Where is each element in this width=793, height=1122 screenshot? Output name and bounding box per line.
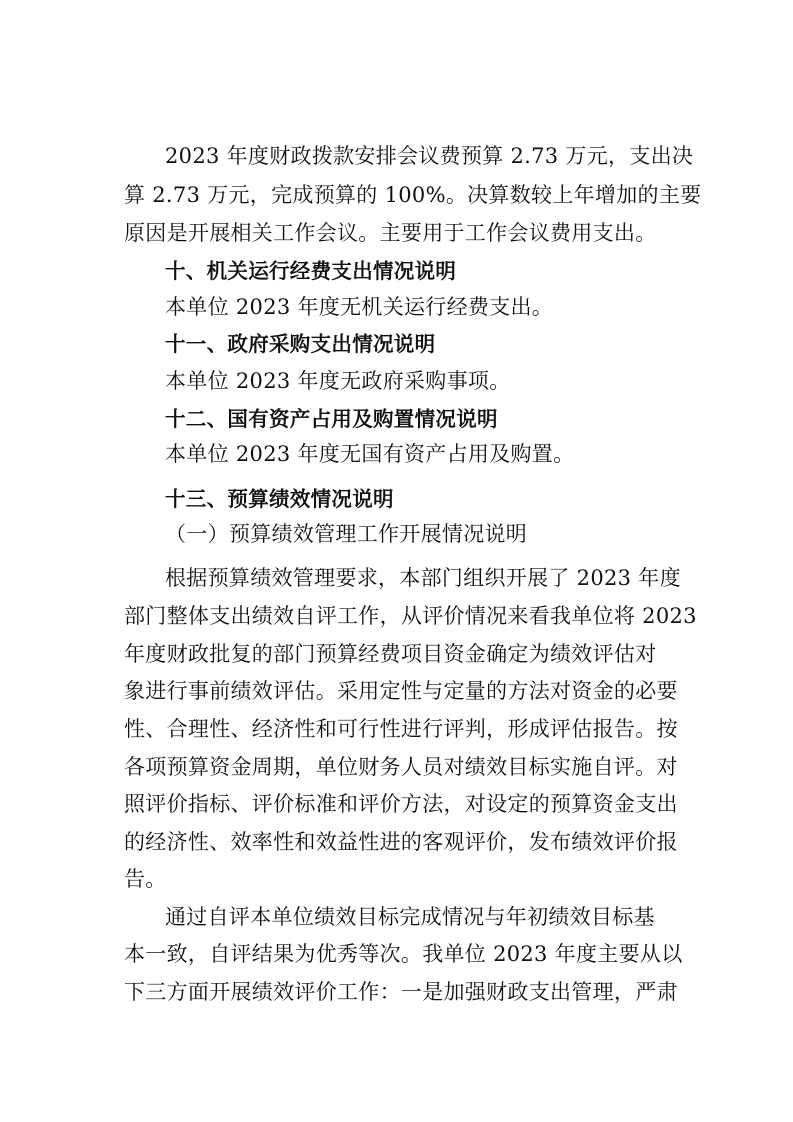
section-heading: 十二、国有资产占用及购置情况说明 bbox=[165, 407, 498, 431]
section-heading: 十、机关运行经费支出情况说明 bbox=[165, 259, 457, 283]
paragraph-line: 原因是开展相关工作会议。主要用于工作会议费用支出。 bbox=[124, 221, 657, 245]
paragraph-line: 2023 年度财政拨款安排会议费预算 2.73 万元，支出决 bbox=[165, 144, 694, 168]
paragraph-line: 告。 bbox=[124, 867, 167, 891]
paragraph-line: 通过自评本单位绩效目标完成情况与年初绩效目标基 bbox=[165, 905, 655, 929]
paragraph-line: 各项预算资金周期，单位财务人员对绩效目标实施自评。对 bbox=[124, 755, 678, 779]
paragraph-line: 年度财政批复的部门预算经费项目资金确定为绩效评估对 bbox=[124, 642, 657, 666]
paragraph-line: 下三方面开展绩效评价工作：一是加强财政支出管理，严肃 bbox=[124, 980, 678, 1004]
section-text: 本单位 2023 年度无政府采购事项。 bbox=[165, 369, 511, 393]
section-text: 本单位 2023 年度无国有资产占用及购置。 bbox=[165, 442, 575, 466]
paragraph-line: 算 2.73 万元，完成预算的 100%。决算数较上年增加的主要 bbox=[124, 183, 702, 207]
paragraph-line: 象进行事前绩效评估。采用定性与定量的方法对资金的必要 bbox=[124, 679, 678, 703]
paragraph-line: 性、合理性、经济性和可行性进行评判，形成评估报告。按 bbox=[124, 717, 678, 741]
paragraph-line: 部门整体支出绩效自评工作，从评价情况来看我单位将 2023 bbox=[124, 604, 697, 628]
paragraph-line: 本一致，自评结果为优秀等次。我单位 2023 年度主要从以 bbox=[124, 942, 683, 966]
paragraph-line: 的经济性、效率性和效益性进的客观评价，发布绩效评价报 bbox=[124, 830, 678, 854]
paragraph-line: 照评价指标、评价标准和评价方法，对设定的预算资金支出 bbox=[124, 792, 678, 816]
section-heading: 十三、预算绩效情况说明 bbox=[165, 487, 394, 511]
subsection-heading: （一）预算绩效管理工作开展情况说明 bbox=[165, 522, 528, 546]
section-heading: 十一、政府采购支出情况说明 bbox=[165, 332, 436, 356]
paragraph-line: 根据预算绩效管理要求，本部门组织开展了 2023 年度 bbox=[165, 566, 681, 590]
section-text: 本单位 2023 年度无机关运行经费支出。 bbox=[165, 295, 554, 319]
